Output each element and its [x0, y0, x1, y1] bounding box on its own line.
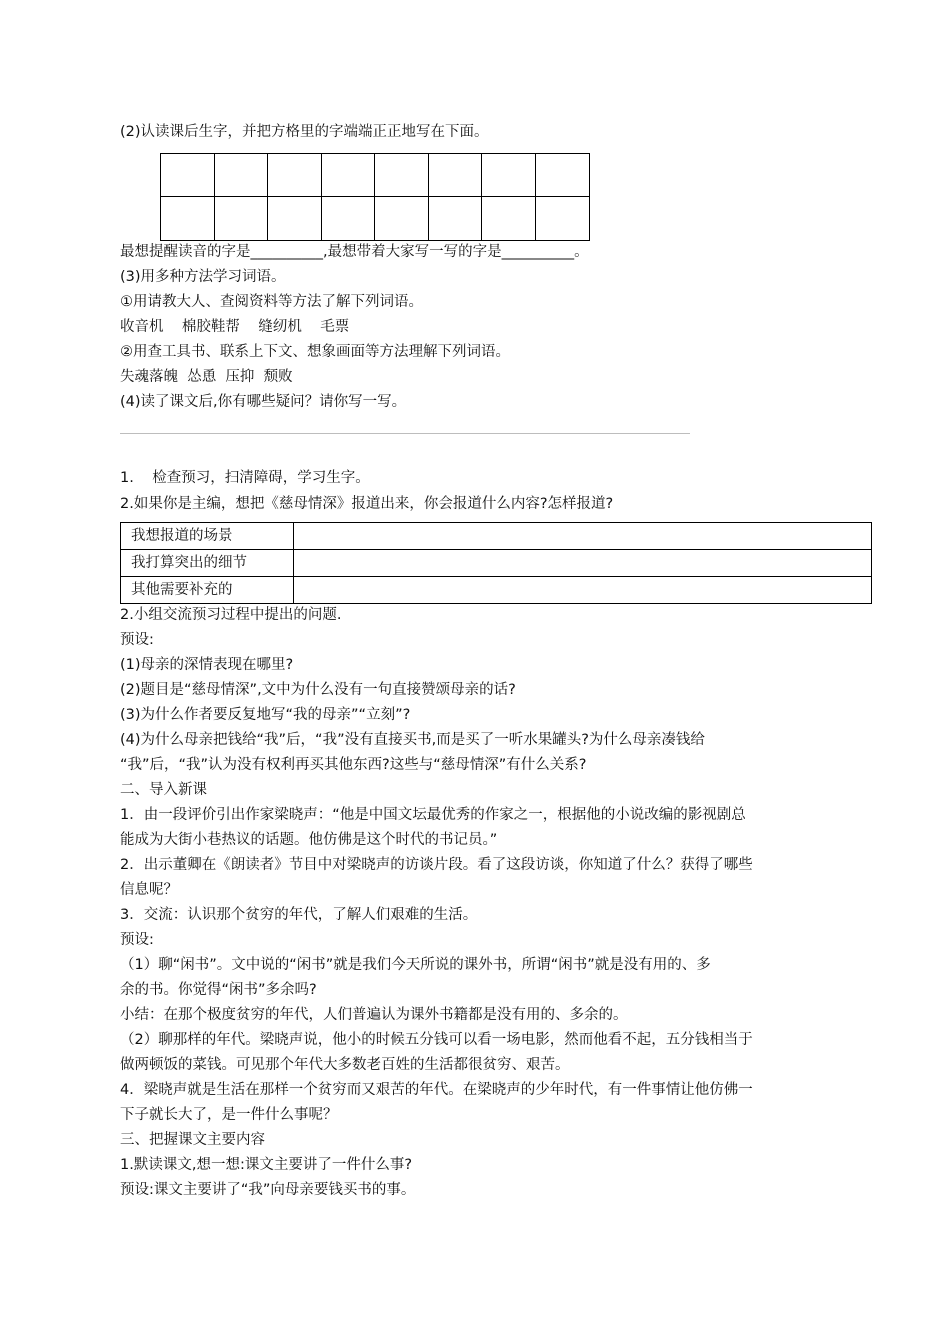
- answer-line[interactable]: [120, 433, 690, 434]
- intro-4-line-1: 4．梁晓声就是生活在那样一个贫穷而又艰苦的年代。在梁晓声的少年时代，有一件事情让他仿佛一: [120, 1082, 753, 1098]
- intro-2-line-1: 2．出示董卿在《朗读者》节目中对梁晓声的访谈片段。看了这段访谈，你知道了什么？获得了哪些: [120, 857, 753, 873]
- content-preset: 预设:课文主要讲了“我”向母亲要钱买书的事。: [120, 1182, 416, 1198]
- preset-label: 预设:: [120, 932, 154, 948]
- grid-cell[interactable]: [536, 197, 590, 240]
- table-answer-cell[interactable]: [294, 577, 872, 604]
- item-2-instruction: (2)认读课后生字，并把方格里的字端端正正地写在下面。: [120, 124, 489, 140]
- section-2-heading: 二、导入新课: [120, 782, 207, 798]
- item-3-heading: (3)用多种方法学习词语。: [120, 269, 286, 285]
- table-answer-cell[interactable]: [294, 523, 872, 550]
- reminder-line: 最想提醒读音的字是__________,最想带着大家写一写的字是__________。: [120, 244, 589, 260]
- grid-cell[interactable]: [429, 154, 483, 197]
- table-answer-cell[interactable]: [294, 550, 872, 577]
- intro-1-line-2: 能成为大街小巷热议的话题。他仿佛是这个时代的书记员。”: [120, 832, 498, 848]
- summary: 小结：在那个极度贫穷的年代，人们普遍认为课外书籍都是没有用的、多余的。: [120, 1007, 628, 1023]
- table-row: [121, 523, 872, 550]
- grid-cell[interactable]: [375, 154, 429, 197]
- grid-cell[interactable]: [429, 197, 483, 240]
- sub-2-line-1: （2）聊那样的年代。梁晓声说，他小的时候五分钱可以看一场电影，然而他看不起，五分钱相当于: [120, 1032, 753, 1048]
- table-row: [121, 550, 872, 577]
- step-2: 2.如果你是主编，想把《慈母情深》报道出来，你会报道什么内容?怎样报道?: [120, 496, 614, 512]
- table-label: 我想报道的场景: [121, 523, 294, 550]
- question-4-line-2: “我”后，“我”认为没有权利再买其他东西?这些与“慈母情深”有什么关系?: [120, 757, 587, 773]
- item-3-2: ②用查工具书、联系上下文、想象画面等方法理解下列词语。: [120, 344, 510, 360]
- grid-cell[interactable]: [268, 154, 322, 197]
- sub-2-line-2: 做两顿饭的菜钱。可见那个年代大多数老百姓的生活都很贫穷、艰苦。: [120, 1057, 570, 1073]
- group-discussion: 2.小组交流预习过程中提出的问题.: [120, 607, 342, 623]
- grid-cell[interactable]: [215, 154, 269, 197]
- step-1: 1. 检查预习，扫清障碍，学习生字。: [120, 470, 370, 486]
- intro-1-line-1: 1．由一段评价引出作家梁晓声：“他是中国文坛最优秀的作家之一，根据他的小说改编的影视剧总: [120, 807, 746, 823]
- question-4-line-1: (4)为什么母亲把钱给“我”后，“我”没有直接买书,而是买了一听水果罐头?为什么母亲凑钱给: [120, 732, 705, 748]
- grid-cell[interactable]: [268, 197, 322, 240]
- sub-1-line-1: （1）聊“闲书”。文中说的“闲书”就是我们今天所说的课外书，所谓“闲书”就是没有用的、多: [120, 957, 711, 973]
- writing-grid: [160, 153, 590, 241]
- table-label: 其他需要补充的: [121, 577, 294, 604]
- grid-cell[interactable]: [375, 197, 429, 240]
- intro-3: 3．交流：认识那个贫穷的年代，了解人们艰难的生活。: [120, 907, 478, 923]
- grid-cell[interactable]: [161, 197, 215, 240]
- sub-1-line-2: 余的书。你觉得“闲书”多余吗?: [120, 982, 317, 998]
- item-4-question: (4)读了课文后,你有哪些疑问？请你写一写。: [120, 394, 407, 410]
- table-label: 我打算突出的细节: [121, 550, 294, 577]
- question-1: (1)母亲的深情表现在哪里?: [120, 657, 294, 673]
- intro-4-line-2: 下子就长大了，是一件什么事呢？: [120, 1107, 338, 1123]
- item-3-1: ①用请教大人、查阅资料等方法了解下列词语。: [120, 294, 423, 310]
- preset-label: 预设:: [120, 632, 154, 648]
- word-list-2: 失魂落魄 怂恿 压抑 颓败: [120, 369, 293, 385]
- grid-cell[interactable]: [322, 154, 376, 197]
- question-3: (3)为什么作者要反复地写“我的母亲”“立刻”?: [120, 707, 411, 723]
- grid-cell[interactable]: [482, 154, 536, 197]
- question-2: (2)题目是“慈母情深”,文中为什么没有一句直接赞颂母亲的话?: [120, 682, 516, 698]
- grid-cell[interactable]: [536, 154, 590, 197]
- grid-cell[interactable]: [161, 154, 215, 197]
- section-3-heading: 三、把握课文主要内容: [120, 1132, 265, 1148]
- grid-cell[interactable]: [215, 197, 269, 240]
- grid-cell[interactable]: [482, 197, 536, 240]
- intro-2-line-2: 信息呢？: [120, 882, 178, 898]
- grid-cell[interactable]: [322, 197, 376, 240]
- word-list-1: 收音机 棉胶鞋帮 缝纫机 毛票: [120, 319, 350, 335]
- content-1: 1.默读课文,想一想:课文主要讲了一件什么事?: [120, 1157, 413, 1173]
- report-table: [120, 522, 872, 604]
- table-row: [121, 577, 872, 604]
